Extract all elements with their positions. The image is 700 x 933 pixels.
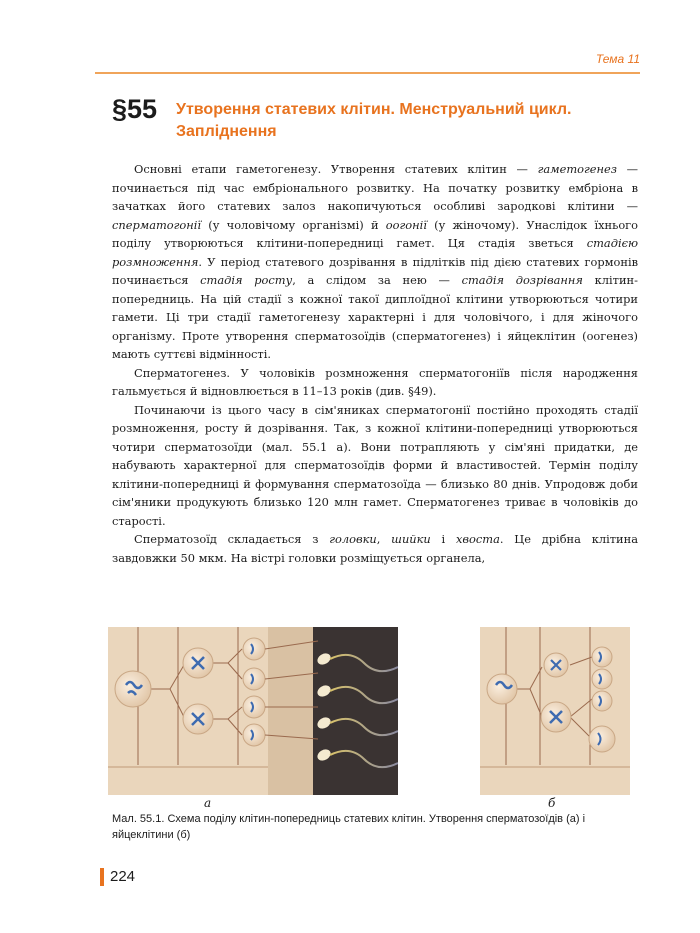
header-rule [95,72,640,74]
paragraph-division-stages: Починаючи із цього часу в сім'яниках сперматогонії постійно проходять стадії розмноження, росту й дозрівання. Так, з кожної клітини-попередниці утворюються чотири сперматозоїди (мал. 55.1 а). Вони потрапляють у сім'яні придатки, де набувають характерної для сперматозоїдів форми й властивостей. Термін поділу клітини-попередниці й формування сперматозоїда — близько 80 днів. Упродовж доби сім'яники продукують близько 120 млн гамет. Сперматогенез триває в чоловіків до старості. [112,402,638,528]
figure-oogenesis [480,627,630,795]
figure-label-a: а [204,796,212,810]
paragraph-gametogenesis: Основні етапи гаметогенезу. Утворення статевих клітин — гаметогенез — починається під час ембріонального розвитку. На початку розвитку ембріона в зачатках його статевих залоз накопичуються особливі зародкові клітини — сперматогонії (у чоловічому організмі) й оогонії (у жіночому). Унаслідок їхнього поділу утворюються клітини-попередниці гамет. Ця стадія зветься стадією розмноження. У період статевого дозрівання в підлітків під дією статевих гормонів починається стадія росту, а слідом за нею — стадія дозрівання клітин-попередниць. На цій стадії з кожної такої диплоїдної клітини утворюються чотири гамети. Ці три стадії гаметогенезу характерні і для чоловічого, і для жіночого організму. Проте утворення сперматозоїдів (сперматогенез) і яйцеклітин (оогенез) мають суттєві відмінності. [112,162,639,361]
section-title-line-1: Утворення статевих клітин. Менструальний цикл. [176,101,572,118]
oogenesis-diagram-image [480,627,630,795]
paragraph-sperm-structure: Сперматозоїд складається з головки, шийки і хвоста. Це дрібна клітина завдовжки 50 мкм. На вістрі головки розміщується органела, [112,532,638,565]
spermatogenesis-diagram-image [108,627,398,795]
section-title [176,99,636,143]
figure-caption: Мал. 55.1. Схема поділу клітин-попередниць статевих клітин. Утворення сперматозоїдів (а) і яйцеклітини (б) [112,813,586,841]
body-text [112,160,638,567]
topic-label: Тема 11 [595,52,640,66]
section-title-line-2: Запліднення [176,123,277,140]
paragraph-spermatogenesis: Сперматогенез. У чоловіків розмноження сперматогоніїв після народження гальмується й відновлюється в 11–13 років (див. §49). [112,365,638,398]
page-number: 224 [100,868,135,886]
figure-spermatogenesis [108,627,398,795]
figure-label-b: б [548,796,556,810]
section-number: §55 [112,94,158,124]
